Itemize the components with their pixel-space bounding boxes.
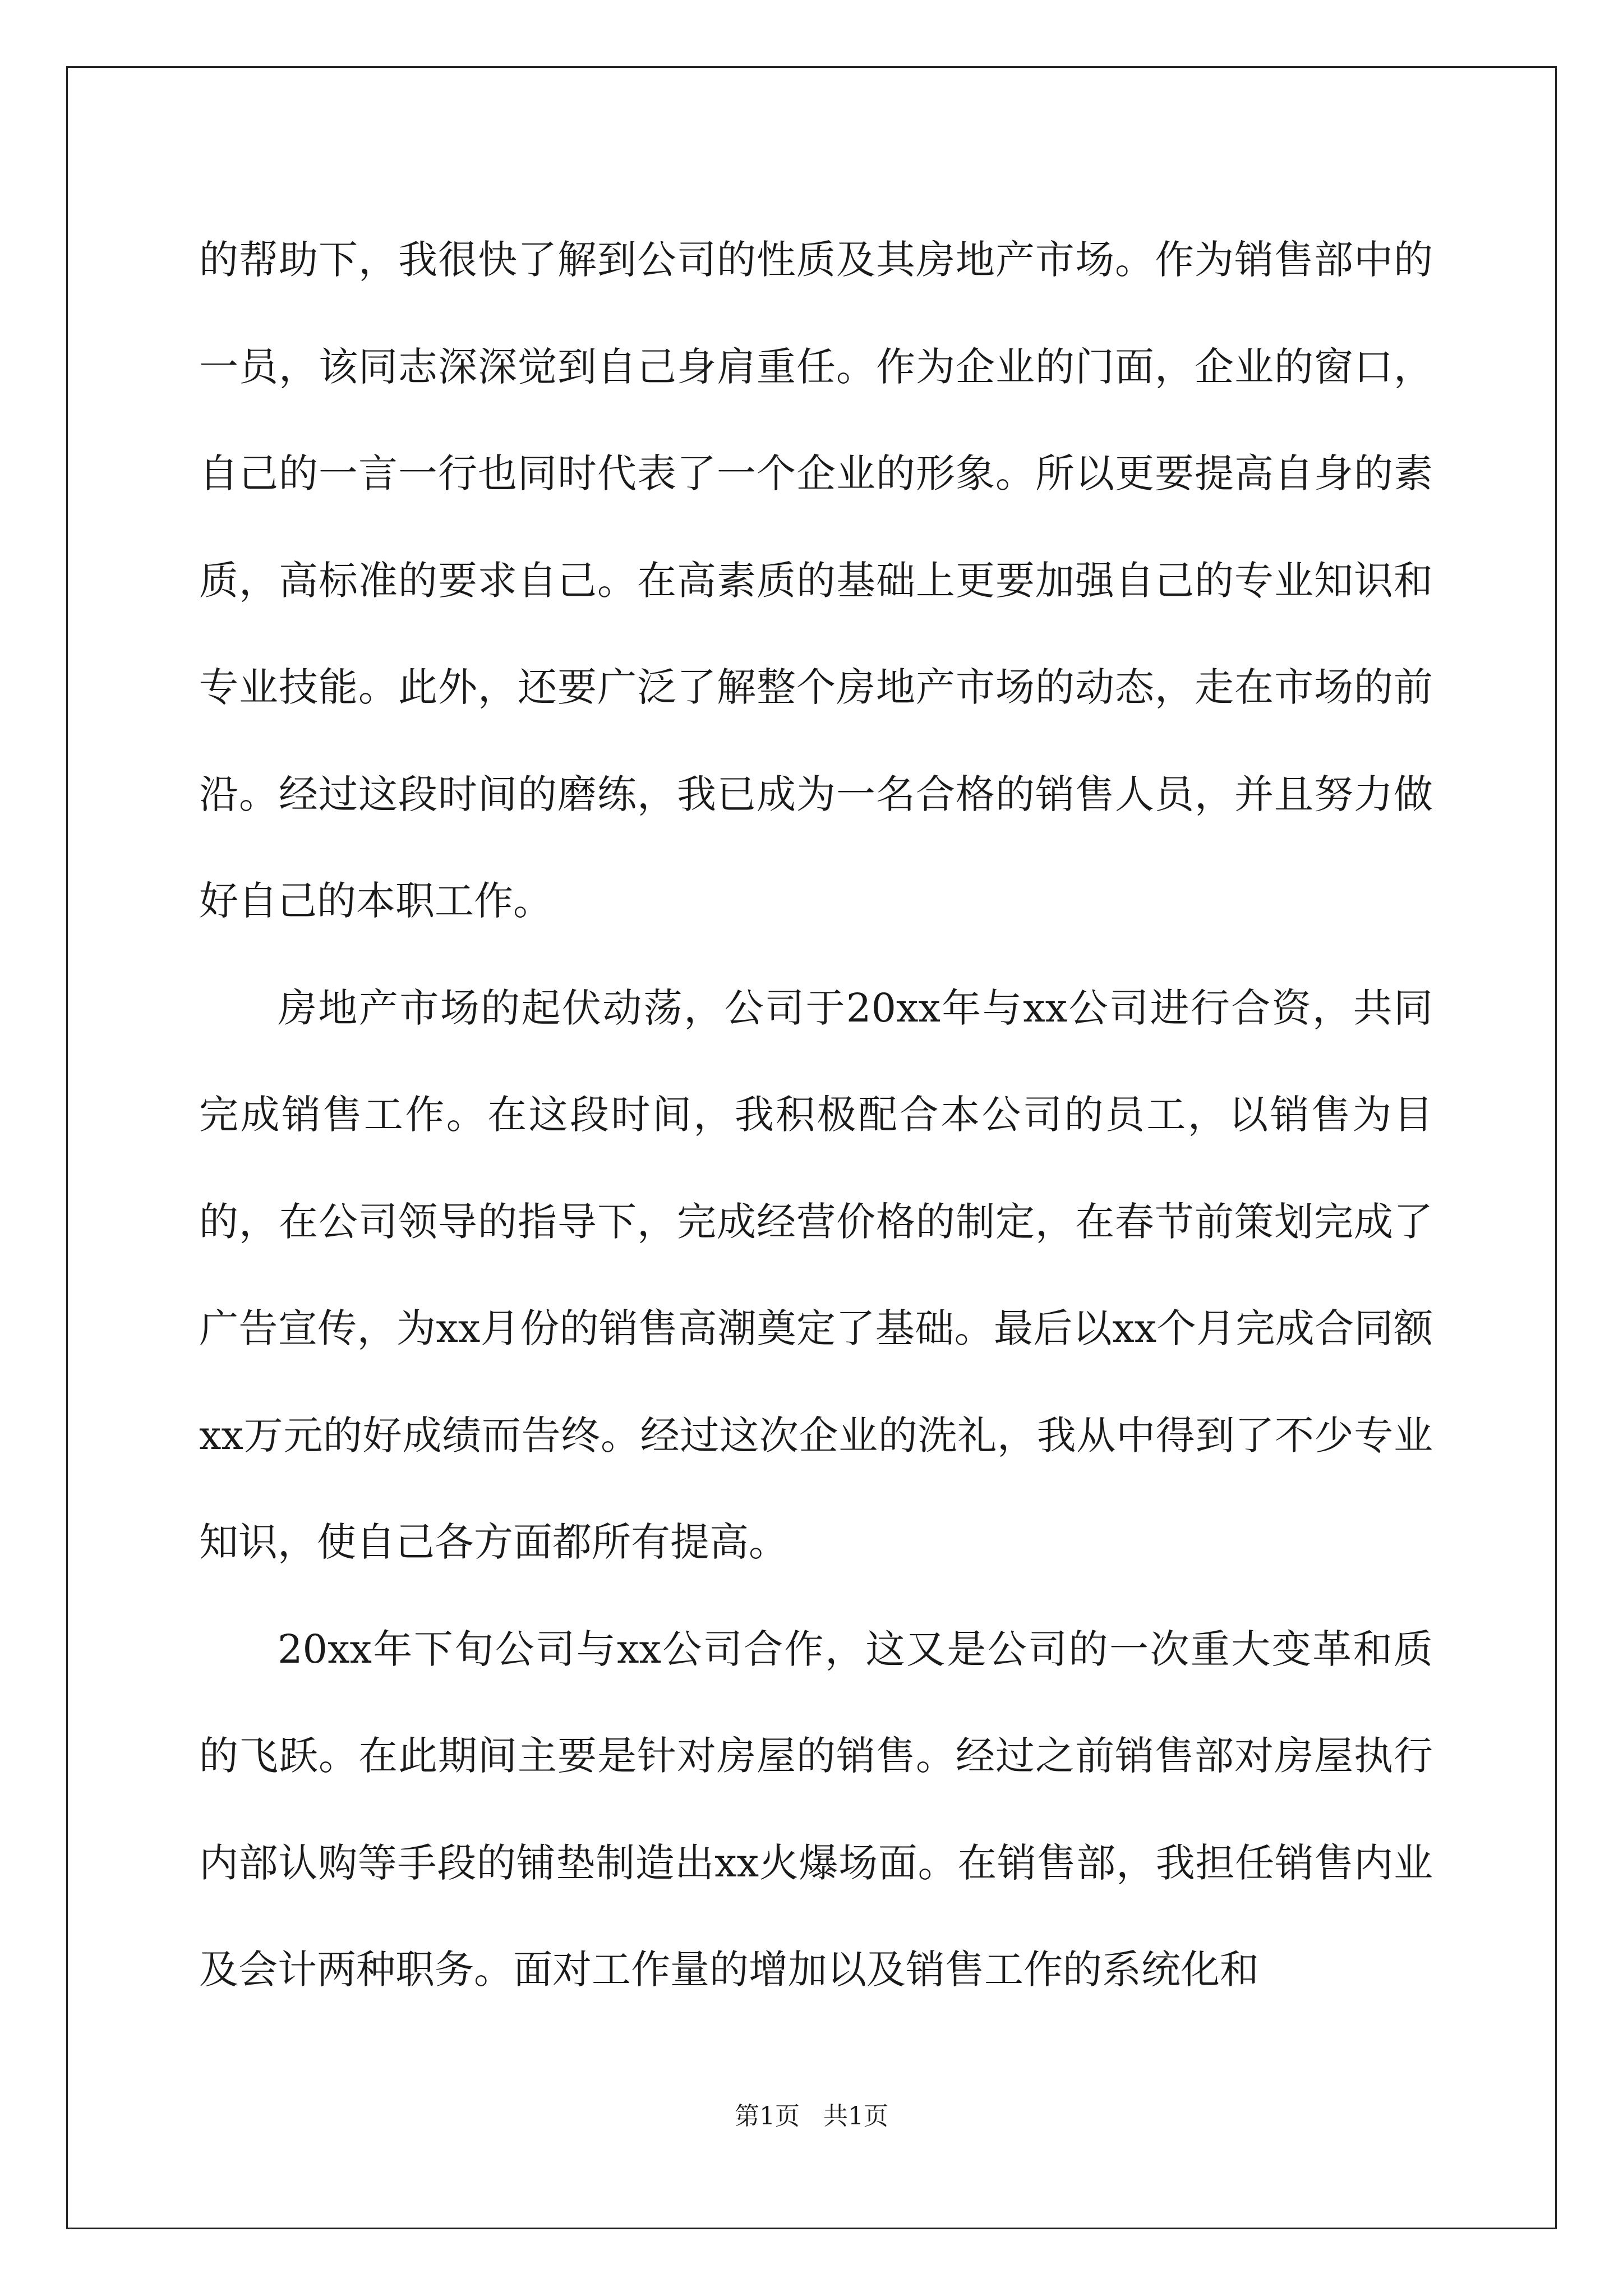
document-body: [199, 206, 1433, 2023]
paragraph-2: 房地产市场的起伏动荡，公司于20xx年与xx公司进行合资，共同完成销售工作。在这段时间，我积极配合本公司的员工，以销售为目的，在公司领导的指导下，完成经营价格的制定，在春节前策划完成了广告宣传，为xx月份的销售高潮奠定了基础。最后以xx个月完成合同额xx万元的好成绩而告终。经过这次企业的洗礼，我从中得到了不少专业知识，使自己各方面都所有提高。: [199, 984, 1433, 1565]
paragraph-3: 20xx年下旬公司与xx公司合作，这又是公司的一次重大变革和质的飞跃。在此期间主要是针对房屋的销售。经过之前销售部对房屋执行内部认购等手段的铺垫制造出xx火爆场面。在销售部，我担任销售内业及会计两种职务。面对工作量的增加以及销售工作的系统化和: [199, 1626, 1433, 1993]
page-footer: 第1页 共1页: [735, 2102, 888, 2131]
paragraph-1: 的帮助下，我很快了解到公司的性质及其房地产市场。作为销售部中的一员，该同志深深觉到自己身肩重任。作为企业的门面，企业的窗口，自己的一言一行也同时代表了一个企业的形象。所以更要提高自身的素质，高标准的要求自己。在高素质的基础上更要加强自己的专业知识和专业技能。此外，还要广泛了解整个房地产市场的动态，走在市场的前沿。经过这段时间的磨练，我已成为一名合格的销售人员，并且努力做好自己的本职工作。: [199, 237, 1433, 924]
